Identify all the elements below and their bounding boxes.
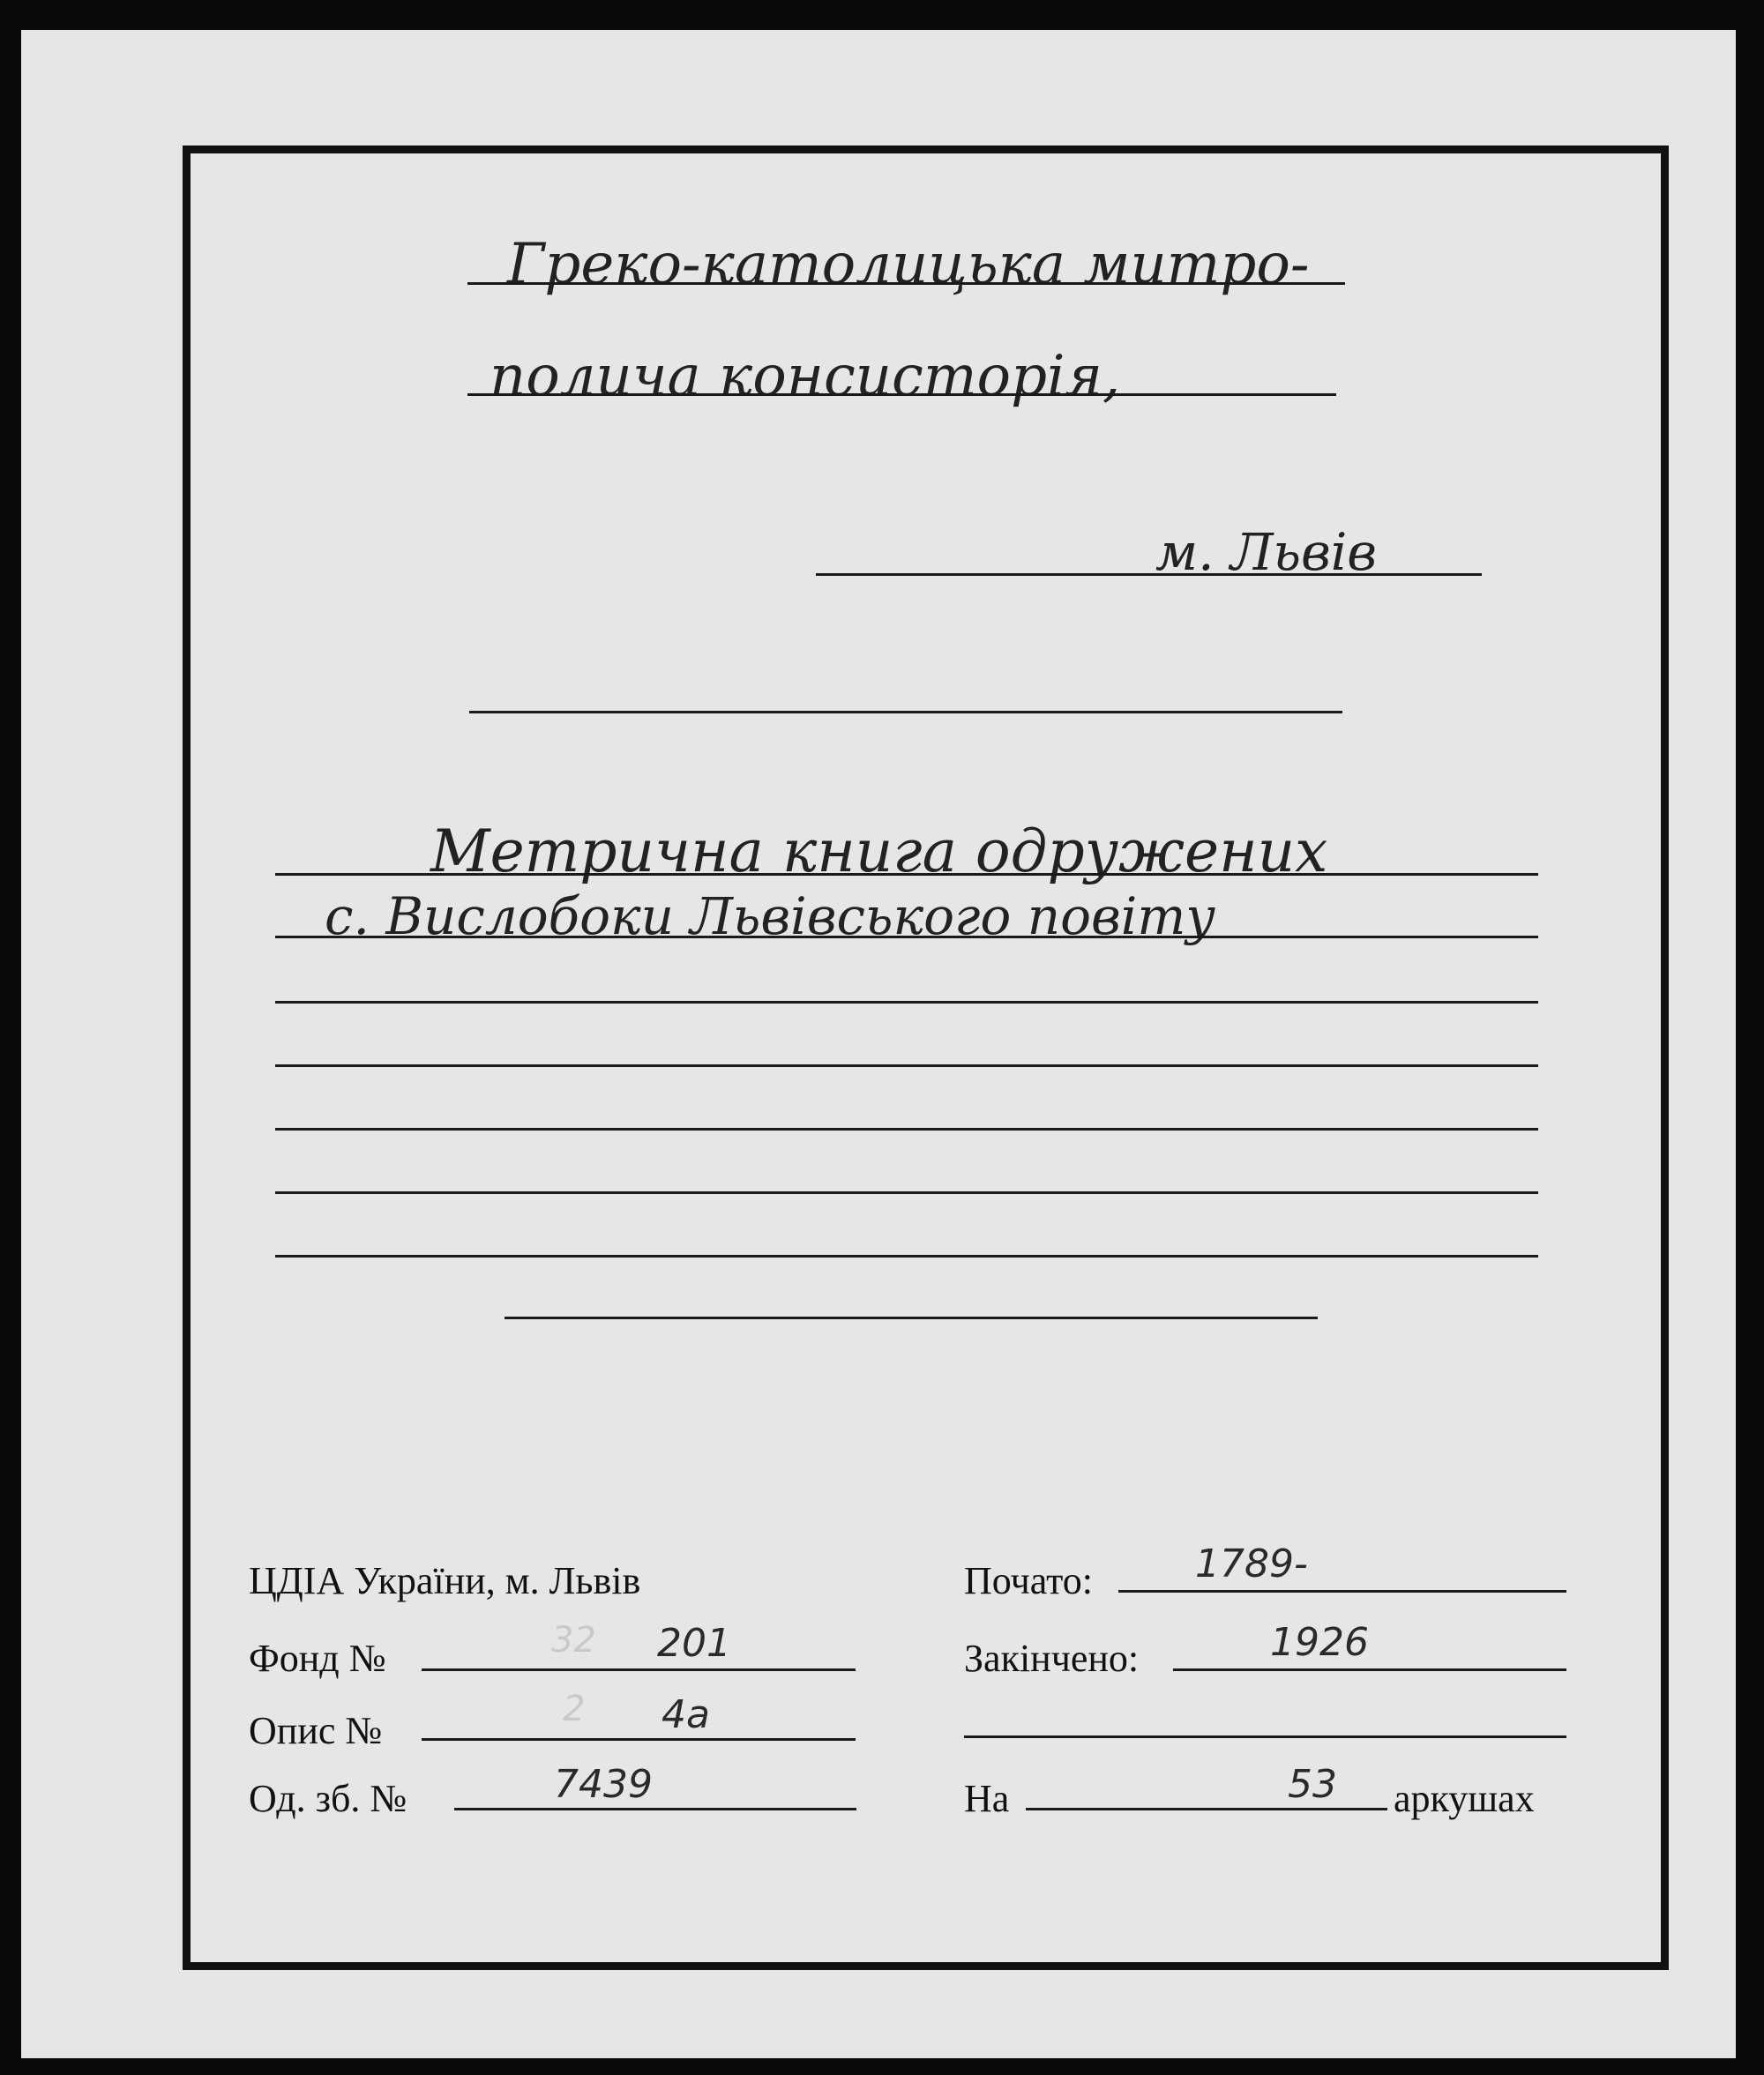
blank-rule-3 bbox=[275, 1064, 1538, 1067]
sheets-rule bbox=[1026, 1808, 1387, 1810]
opys-old-number: 2 bbox=[563, 1689, 586, 1729]
fond-rule bbox=[422, 1668, 856, 1671]
sheets-suffix: аркушах bbox=[1394, 1777, 1535, 1820]
blank-rule-5 bbox=[275, 1191, 1538, 1194]
finished-rule bbox=[1173, 1668, 1566, 1671]
org-line-2: полича консисторія, bbox=[490, 344, 1121, 409]
cover-frame bbox=[183, 146, 1669, 1970]
opys-rule bbox=[422, 1738, 856, 1741]
record-title-line-2: с. Вислобоки Львівського повіту bbox=[325, 886, 1215, 946]
blank-rule-4 bbox=[275, 1128, 1538, 1131]
finished-year: 1926 bbox=[1270, 1620, 1369, 1665]
city-text: м. Львів bbox=[1155, 522, 1378, 582]
blank-rule-2 bbox=[275, 1001, 1538, 1004]
odzb-rule bbox=[454, 1808, 856, 1810]
record-title-line-1: Метрична книга одружених bbox=[430, 817, 1328, 885]
title-rule-1 bbox=[275, 873, 1538, 876]
blank-rule-6 bbox=[275, 1255, 1538, 1258]
fond-number: 201 bbox=[657, 1621, 731, 1666]
org-line-1: Греко-католицька митро- bbox=[507, 232, 1310, 297]
blank-rule-1 bbox=[469, 711, 1342, 713]
started-label: Почато: bbox=[964, 1559, 1094, 1602]
finished-label: Закінчено: bbox=[964, 1637, 1140, 1680]
odzb-label: Од. зб. № bbox=[249, 1777, 407, 1820]
sheets-count: 53 bbox=[1288, 1762, 1337, 1807]
fond-old-number: 32 bbox=[551, 1620, 596, 1661]
fond-label: Фонд № bbox=[249, 1637, 386, 1680]
org-line-1-rule bbox=[467, 282, 1345, 285]
org-line-2-rule bbox=[467, 393, 1336, 396]
started-year: 1789- bbox=[1195, 1541, 1308, 1586]
archive-name: ЦДІА України, м. Львів bbox=[249, 1559, 641, 1602]
city-rule bbox=[816, 573, 1482, 576]
odzb-number: 7439 bbox=[554, 1762, 653, 1807]
opys-number: 4а bbox=[662, 1692, 710, 1737]
dates-blank-rule bbox=[964, 1735, 1566, 1738]
blank-rule-7 bbox=[505, 1317, 1318, 1319]
sheets-prefix: На bbox=[964, 1777, 1010, 1820]
title-rule-2 bbox=[275, 936, 1538, 938]
archive-cover-sheet bbox=[21, 30, 1736, 2058]
started-rule bbox=[1118, 1590, 1566, 1593]
opys-label: Опис № bbox=[249, 1709, 383, 1752]
